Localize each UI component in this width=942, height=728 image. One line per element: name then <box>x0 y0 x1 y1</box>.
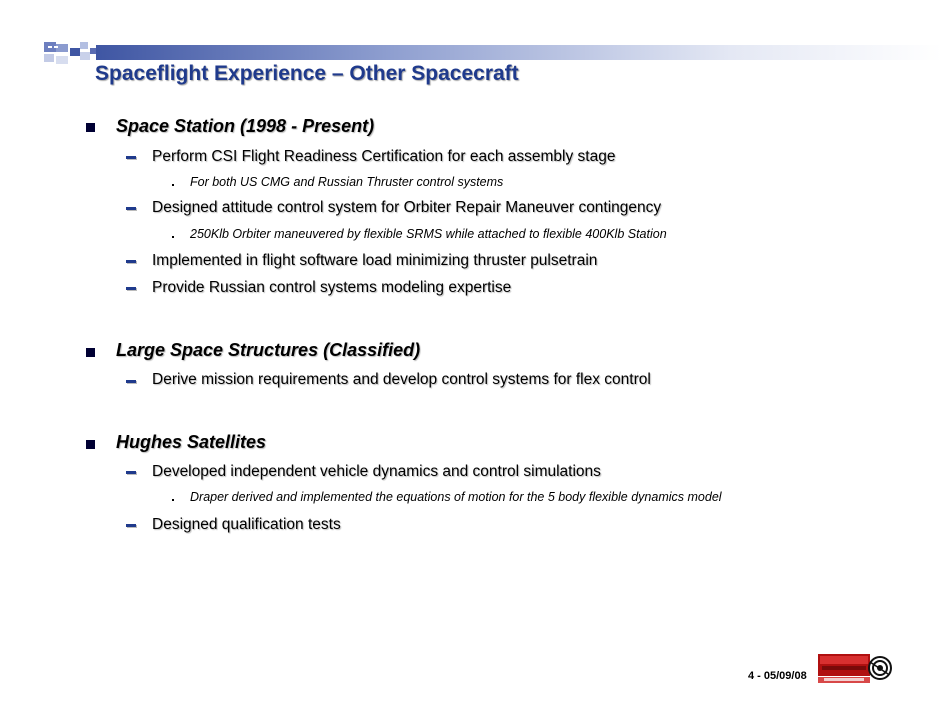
page-number: 4 - 05/09/08 <box>748 670 807 682</box>
draper-logo-icon <box>818 654 892 686</box>
section-bullet-icon <box>86 348 95 357</box>
dash-bullet-icon <box>126 287 136 290</box>
list-item: Implemented in flight software load minimizing thruster pulsetrain <box>152 252 598 269</box>
dash-bullet-icon <box>126 471 136 474</box>
dot-bullet-icon <box>172 499 174 501</box>
list-item: Provide Russian control systems modeling expertise <box>152 279 512 296</box>
dot-bullet-icon <box>172 184 174 186</box>
list-item: Derive mission requirements and develop control systems for flex control <box>152 371 651 388</box>
list-item: Developed independent vehicle dynamics and control simulations <box>152 463 601 480</box>
sub-item: Draper derived and implemented the equations of motion for the 5 body flexible dynamics model <box>190 490 722 504</box>
dash-bullet-icon <box>126 260 136 263</box>
section-bullet-icon <box>86 440 95 449</box>
list-item: Designed attitude control system for Orbiter Repair Maneuver contingency <box>152 199 662 216</box>
list-item: Perform CSI Flight Readiness Certification for each assembly stage <box>152 148 616 165</box>
slide-title: Spaceflight Experience – Other Spacecraft <box>95 62 519 85</box>
section-bullet-icon <box>86 123 95 132</box>
section-heading: Hughes Satellites <box>116 432 267 452</box>
dash-bullet-icon <box>126 207 136 210</box>
dash-bullet-icon <box>126 156 136 159</box>
dash-bullet-icon <box>126 380 136 383</box>
list-item: Designed qualification tests <box>152 516 341 533</box>
section-heading: Space Station (1998 - Present) <box>116 116 375 136</box>
dot-bullet-icon <box>172 236 174 238</box>
sub-item: 250Klb Orbiter maneuvered by flexible SRMS while attached to flexible 400Klb Station <box>190 227 667 241</box>
dash-bullet-icon <box>126 524 136 527</box>
sub-item: For both US CMG and Russian Thruster control systems <box>190 175 504 189</box>
section-heading: Large Space Structures (Classified) <box>116 340 421 360</box>
